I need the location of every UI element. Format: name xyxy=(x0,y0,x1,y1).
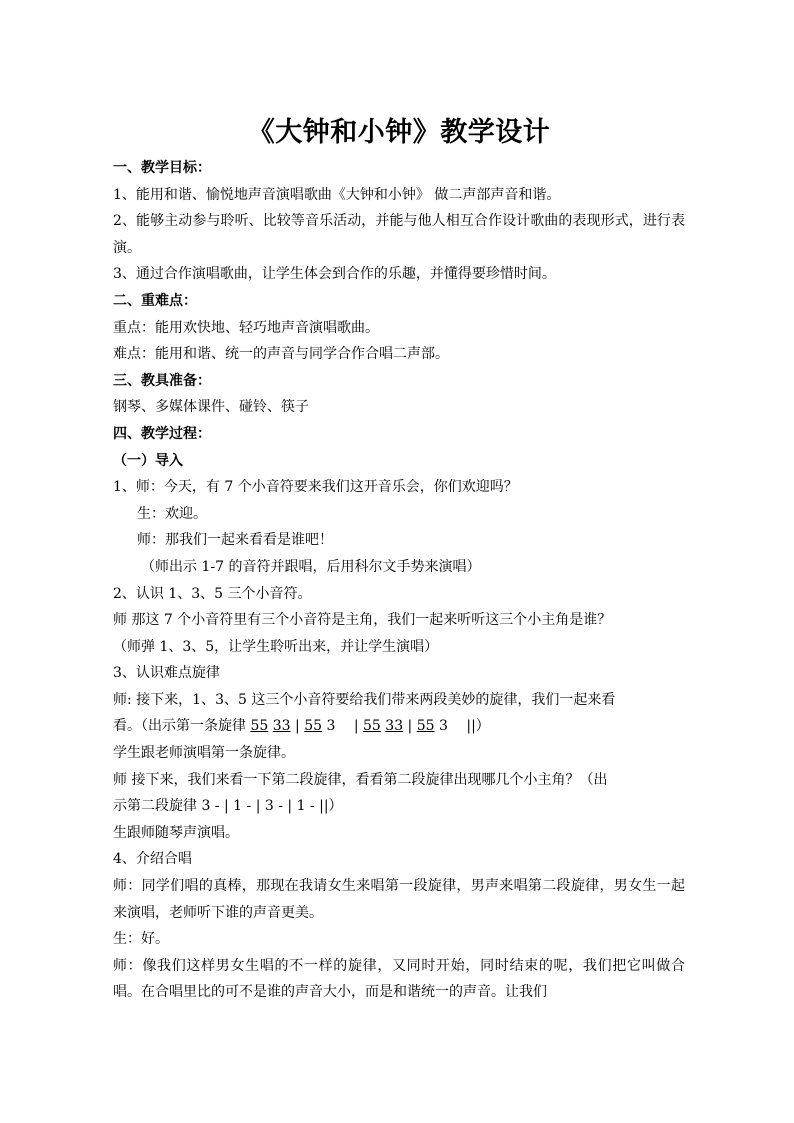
step-3-teacher-line-2 xyxy=(113,713,685,740)
section-heading-goals: 一、教学目标： xyxy=(113,160,211,176)
melody-separator: 3 ||） xyxy=(434,718,490,735)
step-2-heading: 2、认识 1、3、5 三个小音符。 xyxy=(113,585,312,602)
melody-note-group: 55 xyxy=(416,718,435,735)
difficult-point: 难点：能用和谐、统一的声音与同学合作合唱二声部。 xyxy=(113,346,449,363)
step-3-teacher2-line-2: 示第二段旋律 3 - | 1 - | 3 - | 1 - ||） xyxy=(113,798,343,815)
subsection-heading-intro: （一）导入 xyxy=(113,452,183,469)
step-3-student: 学生跟老师演唱第一条旋律。 xyxy=(113,745,295,762)
step-2-note: （师弹 1、3、5，让学生聆听出来，并让学生演唱） xyxy=(113,638,439,655)
materials-list: 钢琴、多媒体课件、碰铃、筷子 xyxy=(113,399,309,416)
melody-note-group: 33 xyxy=(385,718,404,735)
document-title: 《大钟和小钟》教学设计 xyxy=(247,117,551,148)
step-3-teacher2-line-1: 师 接下来，我们来看一下第二段旋律，看看第二段旋律出现哪几个小主角？（出 xyxy=(113,771,608,788)
section-heading-materials: 三、教具准备： xyxy=(113,372,211,389)
step-3-teacher-line-2-text: 看。（出示第一条旋律 xyxy=(113,718,246,735)
step-3-student-2: 生跟师随琴声演唱。 xyxy=(113,824,239,841)
melody-separator: | xyxy=(403,718,417,735)
goal-item-1: 1、能用和谐、愉悦地声音演唱歌曲《大钟和小钟》 做二声部声音和谐。 xyxy=(113,186,561,203)
step-4-student: 生：好。 xyxy=(113,931,169,948)
melody-note-group: 55 xyxy=(250,718,269,735)
step-4-teacher-2: 师：像我们这样男女生唱的不一样的旋律，又同时开始，同时结束的呢，我们把它叫做合唱。在合唱里比的可不是谁的声音大小，而是和谐统一的声音。让我们 xyxy=(113,957,685,1001)
goal-item-2: 2、能够主动参与聆听、比较等音乐活动，并能与他人相互合作设计歌曲的表现形式，进行表演。 xyxy=(113,213,685,256)
section-heading-key-points: 二、重难点： xyxy=(113,292,197,309)
goal-item-3: 3、通过合作演唱歌曲，让学生体会到合作的乐趣，并懂得要珍惜时间。 xyxy=(113,266,556,283)
step-4-teacher: 师：同学们唱的真棒，那现在我请女生来唱第一段旋律，男声来唱第二段旋律，男女生一起来演唱，老师听下谁的声音更美。 xyxy=(113,878,685,921)
step-3-heading: 3、认识难点旋律 xyxy=(113,665,220,682)
melody-note-group: 55 xyxy=(363,718,381,735)
step-1-student-reply: 生：欢迎。 xyxy=(137,505,207,522)
melody-separator: 3 | xyxy=(322,718,363,735)
step-3-teacher-line-1: 师: 接下来，1、3、5 这三个小音符要给我们带来两段美妙的旋律，我们一起来看 xyxy=(113,691,616,708)
step-1-teacher: 1、师：今天，有 7 个小音符要来我们这开音乐会，你们欢迎吗？ xyxy=(113,479,518,496)
step-1-teacher-reply: 师：那我们一起来看看是谁吧！ xyxy=(137,532,333,549)
step-4-heading: 4、介绍合唱 xyxy=(113,851,192,868)
step-1-note: （师出示 1-7 的音符并跟唱，后用科尔文手势来演唱） xyxy=(141,558,481,575)
key-point: 重点：能用欢快地、轻巧地声音演唱歌曲。 xyxy=(113,319,379,336)
document-page xyxy=(113,112,685,1006)
melody-notation-1 xyxy=(250,718,489,734)
melody-note-group: 33 xyxy=(272,718,291,735)
melody-separator: | xyxy=(290,718,305,735)
section-heading-process: 四、教学过程： xyxy=(113,425,211,442)
step-2-teacher: 师 那这 7 个小音符里有三个小音符是主角，我们一起来听听这三个小主角是谁？ xyxy=(113,612,612,629)
melody-note-group: 55 xyxy=(304,718,323,735)
